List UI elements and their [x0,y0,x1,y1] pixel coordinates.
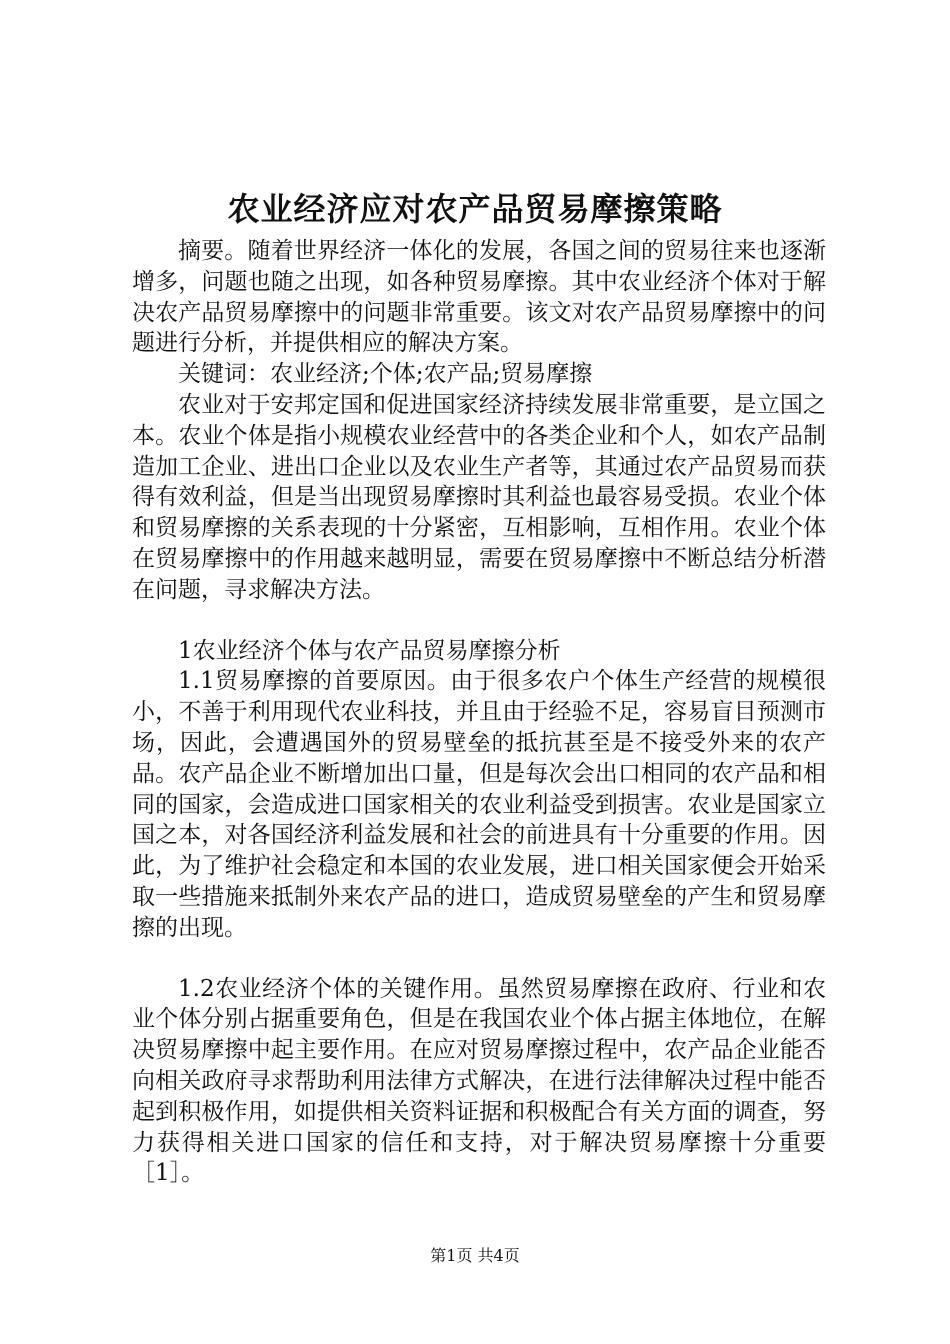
keywords-paragraph: 关键词：农业经济;个体;农产品;贸易摩擦 [178,361,593,388]
page-footer: 第1页 共4页 [430,1246,520,1265]
section-1-2-paragraph: 1.2农业经济个体的关键作用。虽然贸易摩擦在政府、行业和农业个体分别占据重要角色，但是在我国农业个体占据主体地位，在解决贸易摩擦中起主要作用。在应对贸易摩擦过程中，农产品企业能否向相关政府寻求帮助利用法律方式解决，在进行法律解决过程中能否起到积极作用，如提供相关资料证据和积极配合有关方面的调查，努力获得相关进口国家的信任和支持，对于解决贸易摩擦十分重要［1］。 [132,975,826,1187]
abstract-paragraph: 摘要。随着世界经济一体化的发展，各国之间的贸易往来也逐渐增多，问题也随之出现，如各种贸易摩擦。其中农业经济个体对于解决农产品贸易摩擦中的问题非常重要。该文对农产品贸易摩擦中的问题进行分析，并提供相应的解决方案。 [132,238,826,357]
intro-paragraph: 农业对于安邦定国和促进国家经济持续发展非常重要，是立国之本。农业个体是指小规模农业经营中的各类企业和个人，如农产品制造加工企业、进出口企业以及农业生产者等，其通过农产品贸易而获得有效利益，但是当出现贸易摩擦时其利益也最容易受损。农业个体和贸易摩擦的关系表现的十分紧密，互相影响，互相作用。农业个体在贸易摩擦中的作用越来越明显，需要在贸易摩擦中不断总结分析潜在问题，寻求解决方法。 [132,391,826,603]
section-1-1-paragraph: 1.1贸易摩擦的首要原因。由于很多农户个体生产经营的规模很小，不善于利用现代农业科技，并且由于经验不足，容易盲目预测市场，因此，会遭遇国外的贸易壁垒的抵抗甚至是不接受外来的农产品。农产品企业不断增加出口量，但是每次会出口相同的农产品和相同的国家，会造成进口国家相关的农业利益受到损害。农业是国家立国之本，对各国经济利益发展和社会的前进具有十分重要的作用。因此，为了维护社会稳定和本国的农业发展，进口相关国家便会开始采取一些措施来抵制外来农产品的进口，造成贸易壁垒的产生和贸易摩擦的出现。 [132,668,826,941]
section-heading-1: 1农业经济个体与农产品贸易摩擦分析 [178,637,561,664]
document-title: 农业经济应对农产品贸易摩擦策略 [227,190,723,228]
document-body [132,236,826,1189]
